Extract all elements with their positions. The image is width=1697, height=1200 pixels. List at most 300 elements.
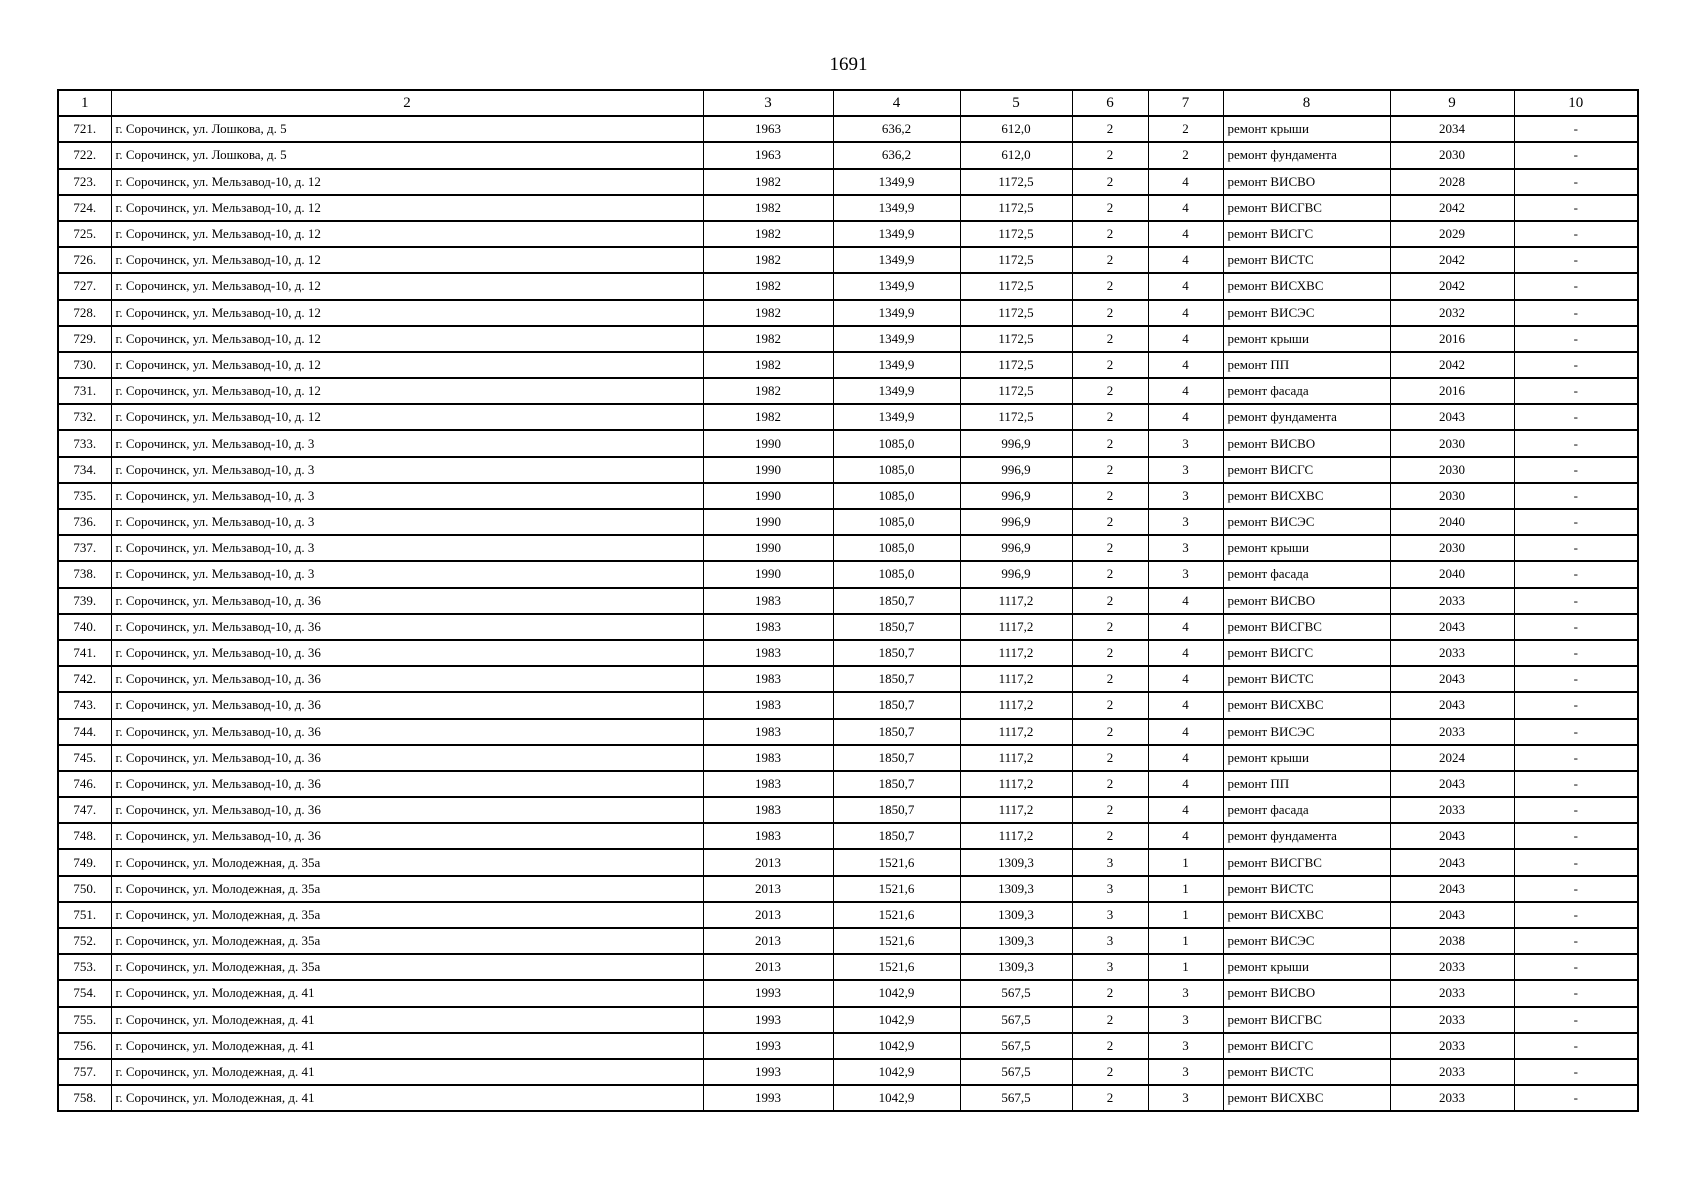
cell-entrances: 2: [1148, 116, 1223, 142]
cell-entrances: 4: [1148, 404, 1223, 430]
cell-row-number: 758.: [58, 1085, 111, 1111]
cell-floors: 2: [1072, 692, 1148, 718]
cell-entrances: 3: [1148, 561, 1223, 587]
cell-year-built: 2013: [703, 902, 833, 928]
column-header-8: 8: [1223, 90, 1390, 116]
cell-planned-year: 2033: [1390, 954, 1514, 980]
cell-row-number: 752.: [58, 928, 111, 954]
cell-planned-year: 2016: [1390, 326, 1514, 352]
cell-work-type: ремонт ПП: [1223, 771, 1390, 797]
cell-total-area: 1085,0: [833, 457, 960, 483]
cell-work-type: ремонт ВИСВО: [1223, 169, 1390, 195]
table-row: [58, 614, 1638, 640]
cell-row-number: 747.: [58, 797, 111, 823]
cell-entrances: 4: [1148, 247, 1223, 273]
cell-floors: 2: [1072, 771, 1148, 797]
cell-row-number: 735.: [58, 483, 111, 509]
cell-entrances: 4: [1148, 326, 1223, 352]
cell-total-area: 1349,9: [833, 352, 960, 378]
cell-work-type: ремонт ВИСГС: [1223, 1033, 1390, 1059]
cell-entrances: 4: [1148, 666, 1223, 692]
cell-row-number: 757.: [58, 1059, 111, 1085]
cell-entrances: 1: [1148, 902, 1223, 928]
cell-note: -: [1514, 745, 1638, 771]
table-row: [58, 535, 1638, 561]
cell-floors: 3: [1072, 954, 1148, 980]
cell-planned-year: 2033: [1390, 797, 1514, 823]
table-row: [58, 692, 1638, 718]
cell-planned-year: 2033: [1390, 719, 1514, 745]
registry-table: [57, 89, 1639, 1112]
cell-entrances: 4: [1148, 378, 1223, 404]
table-row: [58, 457, 1638, 483]
cell-living-area: 1172,5: [960, 221, 1072, 247]
cell-living-area: 1172,5: [960, 378, 1072, 404]
cell-row-number: 751.: [58, 902, 111, 928]
cell-floors: 2: [1072, 509, 1148, 535]
cell-entrances: 1: [1148, 849, 1223, 875]
cell-planned-year: 2043: [1390, 771, 1514, 797]
cell-work-type: ремонт ВИСЭС: [1223, 300, 1390, 326]
table-row: [58, 771, 1638, 797]
cell-row-number: 729.: [58, 326, 111, 352]
cell-year-built: 1993: [703, 980, 833, 1006]
column-header-1: 1: [58, 90, 111, 116]
cell-living-area: 567,5: [960, 1085, 1072, 1111]
column-header-9: 9: [1390, 90, 1514, 116]
cell-work-type: ремонт фундамента: [1223, 142, 1390, 168]
cell-total-area: 1850,7: [833, 745, 960, 771]
cell-total-area: 1085,0: [833, 483, 960, 509]
cell-total-area: 1085,0: [833, 561, 960, 587]
cell-living-area: 1117,2: [960, 588, 1072, 614]
cell-floors: 2: [1072, 300, 1148, 326]
cell-living-area: 1117,2: [960, 823, 1072, 849]
cell-work-type: ремонт ВИСЭС: [1223, 719, 1390, 745]
cell-address: г. Сорочинск, ул. Мельзавод-10, д. 3: [111, 509, 703, 535]
cell-row-number: 756.: [58, 1033, 111, 1059]
table-body: [58, 116, 1638, 1111]
cell-planned-year: 2033: [1390, 1085, 1514, 1111]
cell-year-built: 1983: [703, 823, 833, 849]
cell-total-area: 1850,7: [833, 719, 960, 745]
cell-entrances: 4: [1148, 273, 1223, 299]
table-row: [58, 902, 1638, 928]
cell-year-built: 1982: [703, 300, 833, 326]
cell-year-built: 2013: [703, 928, 833, 954]
cell-work-type: ремонт ПП: [1223, 352, 1390, 378]
cell-row-number: 750.: [58, 876, 111, 902]
cell-floors: 2: [1072, 404, 1148, 430]
cell-total-area: 1349,9: [833, 273, 960, 299]
table-row: [58, 142, 1638, 168]
cell-planned-year: 2040: [1390, 561, 1514, 587]
cell-living-area: 1172,5: [960, 404, 1072, 430]
cell-floors: 2: [1072, 666, 1148, 692]
table-row: [58, 300, 1638, 326]
column-header-3: 3: [703, 90, 833, 116]
cell-entrances: 3: [1148, 980, 1223, 1006]
cell-total-area: 1085,0: [833, 430, 960, 456]
cell-floors: 2: [1072, 1033, 1148, 1059]
cell-living-area: 1117,2: [960, 745, 1072, 771]
cell-living-area: 1172,5: [960, 326, 1072, 352]
cell-note: -: [1514, 928, 1638, 954]
cell-work-type: ремонт фасада: [1223, 561, 1390, 587]
cell-address: г. Сорочинск, ул. Мельзавод-10, д. 12: [111, 221, 703, 247]
cell-total-area: 1521,6: [833, 954, 960, 980]
column-header-2: 2: [111, 90, 703, 116]
cell-note: -: [1514, 1007, 1638, 1033]
cell-entrances: 4: [1148, 588, 1223, 614]
cell-row-number: 722.: [58, 142, 111, 168]
cell-entrances: 4: [1148, 300, 1223, 326]
cell-note: -: [1514, 561, 1638, 587]
cell-note: -: [1514, 509, 1638, 535]
cell-work-type: ремонт ВИСТС: [1223, 876, 1390, 902]
cell-floors: 2: [1072, 614, 1148, 640]
cell-entrances: 4: [1148, 771, 1223, 797]
page-number: 1691: [829, 54, 868, 75]
table-row: [58, 666, 1638, 692]
cell-work-type: ремонт ВИСЭС: [1223, 928, 1390, 954]
cell-planned-year: 2030: [1390, 430, 1514, 456]
cell-entrances: 3: [1148, 1033, 1223, 1059]
cell-year-built: 1963: [703, 142, 833, 168]
cell-work-type: ремонт фасада: [1223, 797, 1390, 823]
cell-planned-year: 2043: [1390, 902, 1514, 928]
column-header-10: 10: [1514, 90, 1638, 116]
cell-year-built: 1982: [703, 352, 833, 378]
cell-note: -: [1514, 404, 1638, 430]
cell-floors: 2: [1072, 169, 1148, 195]
cell-planned-year: 2030: [1390, 483, 1514, 509]
cell-total-area: 636,2: [833, 142, 960, 168]
cell-planned-year: 2043: [1390, 876, 1514, 902]
cell-address: г. Сорочинск, ул. Молодежная, д. 35а: [111, 928, 703, 954]
cell-total-area: 1349,9: [833, 326, 960, 352]
cell-row-number: 724.: [58, 195, 111, 221]
cell-planned-year: 2043: [1390, 404, 1514, 430]
cell-work-type: ремонт фундамента: [1223, 404, 1390, 430]
table-row: [58, 247, 1638, 273]
cell-floors: 2: [1072, 535, 1148, 561]
cell-living-area: 1172,5: [960, 169, 1072, 195]
cell-entrances: 3: [1148, 457, 1223, 483]
cell-year-built: 1990: [703, 561, 833, 587]
cell-address: г. Сорочинск, ул. Мельзавод-10, д. 12: [111, 326, 703, 352]
cell-note: -: [1514, 195, 1638, 221]
cell-year-built: 1982: [703, 326, 833, 352]
cell-work-type: ремонт ВИСГВС: [1223, 614, 1390, 640]
cell-planned-year: 2042: [1390, 273, 1514, 299]
cell-row-number: 730.: [58, 352, 111, 378]
header-row: [58, 90, 1638, 116]
cell-address: г. Сорочинск, ул. Молодежная, д. 35а: [111, 902, 703, 928]
cell-note: -: [1514, 640, 1638, 666]
cell-year-built: 1990: [703, 430, 833, 456]
table-row: [58, 980, 1638, 1006]
cell-row-number: 753.: [58, 954, 111, 980]
cell-total-area: 1349,9: [833, 195, 960, 221]
cell-entrances: 1: [1148, 954, 1223, 980]
cell-note: -: [1514, 876, 1638, 902]
cell-year-built: 2013: [703, 849, 833, 875]
cell-living-area: 1172,5: [960, 352, 1072, 378]
cell-total-area: 1349,9: [833, 169, 960, 195]
cell-row-number: 731.: [58, 378, 111, 404]
cell-address: г. Сорочинск, ул. Мельзавод-10, д. 36: [111, 797, 703, 823]
cell-address: г. Сорочинск, ул. Мельзавод-10, д. 12: [111, 169, 703, 195]
cell-total-area: 1349,9: [833, 300, 960, 326]
cell-total-area: 1349,9: [833, 247, 960, 273]
cell-work-type: ремонт ВИСВО: [1223, 980, 1390, 1006]
cell-year-built: 1993: [703, 1033, 833, 1059]
cell-planned-year: 2043: [1390, 666, 1514, 692]
cell-address: г. Сорочинск, ул. Мельзавод-10, д. 36: [111, 745, 703, 771]
cell-address: г. Сорочинск, ул. Мельзавод-10, д. 12: [111, 247, 703, 273]
cell-planned-year: 2042: [1390, 247, 1514, 273]
cell-floors: 2: [1072, 326, 1148, 352]
cell-floors: 2: [1072, 980, 1148, 1006]
cell-floors: 2: [1072, 797, 1148, 823]
cell-note: -: [1514, 823, 1638, 849]
cell-row-number: 734.: [58, 457, 111, 483]
table-row: [58, 849, 1638, 875]
table-row: [58, 588, 1638, 614]
cell-address: г. Сорочинск, ул. Мельзавод-10, д. 12: [111, 404, 703, 430]
column-header-5: 5: [960, 90, 1072, 116]
cell-total-area: 1042,9: [833, 1059, 960, 1085]
cell-living-area: 996,9: [960, 430, 1072, 456]
table-row: [58, 928, 1638, 954]
cell-row-number: 745.: [58, 745, 111, 771]
table-row: [58, 326, 1638, 352]
cell-note: -: [1514, 430, 1638, 456]
cell-work-type: ремонт ВИСВО: [1223, 588, 1390, 614]
cell-address: г. Сорочинск, ул. Молодежная, д. 35а: [111, 849, 703, 875]
cell-work-type: ремонт фасада: [1223, 378, 1390, 404]
cell-note: -: [1514, 692, 1638, 718]
table-row: [58, 430, 1638, 456]
cell-row-number: 741.: [58, 640, 111, 666]
cell-note: -: [1514, 666, 1638, 692]
cell-row-number: 732.: [58, 404, 111, 430]
cell-living-area: 567,5: [960, 1033, 1072, 1059]
cell-year-built: 1983: [703, 666, 833, 692]
cell-planned-year: 2043: [1390, 614, 1514, 640]
cell-note: -: [1514, 221, 1638, 247]
cell-floors: 2: [1072, 1085, 1148, 1111]
cell-year-built: 1963: [703, 116, 833, 142]
cell-total-area: 1042,9: [833, 1085, 960, 1111]
cell-living-area: 1172,5: [960, 273, 1072, 299]
cell-floors: 2: [1072, 1007, 1148, 1033]
cell-total-area: 1850,7: [833, 588, 960, 614]
cell-entrances: 4: [1148, 797, 1223, 823]
cell-total-area: 1042,9: [833, 1033, 960, 1059]
cell-planned-year: 2033: [1390, 980, 1514, 1006]
cell-year-built: 1982: [703, 273, 833, 299]
cell-total-area: 1521,6: [833, 849, 960, 875]
cell-living-area: 1117,2: [960, 719, 1072, 745]
cell-row-number: 737.: [58, 535, 111, 561]
cell-row-number: 733.: [58, 430, 111, 456]
cell-planned-year: 2030: [1390, 535, 1514, 561]
cell-planned-year: 2030: [1390, 142, 1514, 168]
cell-note: -: [1514, 771, 1638, 797]
cell-work-type: ремонт фундамента: [1223, 823, 1390, 849]
cell-year-built: 1990: [703, 457, 833, 483]
cell-year-built: 1983: [703, 797, 833, 823]
cell-work-type: ремонт ВИСХВС: [1223, 273, 1390, 299]
cell-note: -: [1514, 116, 1638, 142]
cell-planned-year: 2040: [1390, 509, 1514, 535]
cell-address: г. Сорочинск, ул. Молодежная, д. 35а: [111, 876, 703, 902]
cell-year-built: 1983: [703, 614, 833, 640]
cell-floors: 2: [1072, 719, 1148, 745]
cell-address: г. Сорочинск, ул. Молодежная, д. 41: [111, 1059, 703, 1085]
cell-address: г. Сорочинск, ул. Молодежная, д. 41: [111, 980, 703, 1006]
cell-living-area: 1117,2: [960, 640, 1072, 666]
cell-floors: 2: [1072, 457, 1148, 483]
table-row: [58, 640, 1638, 666]
cell-address: г. Сорочинск, ул. Мельзавод-10, д. 3: [111, 483, 703, 509]
cell-address: г. Сорочинск, ул. Мельзавод-10, д. 36: [111, 640, 703, 666]
cell-note: -: [1514, 797, 1638, 823]
cell-floors: 2: [1072, 745, 1148, 771]
cell-work-type: ремонт крыши: [1223, 326, 1390, 352]
cell-row-number: 755.: [58, 1007, 111, 1033]
cell-address: г. Сорочинск, ул. Мельзавод-10, д. 3: [111, 561, 703, 587]
cell-year-built: 1983: [703, 640, 833, 666]
cell-living-area: 996,9: [960, 457, 1072, 483]
cell-floors: 2: [1072, 1059, 1148, 1085]
cell-address: г. Сорочинск, ул. Лошкова, д. 5: [111, 116, 703, 142]
cell-living-area: 1309,3: [960, 954, 1072, 980]
cell-row-number: 721.: [58, 116, 111, 142]
cell-total-area: 1521,6: [833, 902, 960, 928]
cell-total-area: 1085,0: [833, 509, 960, 535]
cell-planned-year: 2043: [1390, 692, 1514, 718]
column-header-4: 4: [833, 90, 960, 116]
cell-living-area: 1172,5: [960, 247, 1072, 273]
cell-note: -: [1514, 247, 1638, 273]
cell-work-type: ремонт ВИСГВС: [1223, 195, 1390, 221]
cell-year-built: 1982: [703, 221, 833, 247]
cell-address: г. Сорочинск, ул. Молодежная, д. 41: [111, 1033, 703, 1059]
cell-total-area: 1850,7: [833, 771, 960, 797]
column-header-7: 7: [1148, 90, 1223, 116]
cell-note: -: [1514, 352, 1638, 378]
table-row: [58, 719, 1638, 745]
cell-floors: 2: [1072, 588, 1148, 614]
cell-work-type: ремонт ВИСХВС: [1223, 483, 1390, 509]
cell-work-type: ремонт ВИСГВС: [1223, 1007, 1390, 1033]
cell-living-area: 1309,3: [960, 902, 1072, 928]
cell-planned-year: 2028: [1390, 169, 1514, 195]
cell-floors: 2: [1072, 561, 1148, 587]
cell-total-area: 1085,0: [833, 535, 960, 561]
cell-total-area: 1850,7: [833, 614, 960, 640]
cell-year-built: 1990: [703, 483, 833, 509]
column-header-6: 6: [1072, 90, 1148, 116]
cell-note: -: [1514, 1085, 1638, 1111]
cell-note: -: [1514, 378, 1638, 404]
cell-row-number: 749.: [58, 849, 111, 875]
cell-planned-year: 2030: [1390, 457, 1514, 483]
table-row: [58, 876, 1638, 902]
cell-year-built: 1983: [703, 719, 833, 745]
cell-living-area: 567,5: [960, 1007, 1072, 1033]
cell-planned-year: 2043: [1390, 823, 1514, 849]
cell-year-built: 2013: [703, 954, 833, 980]
cell-planned-year: 2043: [1390, 849, 1514, 875]
cell-entrances: 4: [1148, 221, 1223, 247]
cell-note: -: [1514, 1033, 1638, 1059]
cell-living-area: 1309,3: [960, 849, 1072, 875]
cell-work-type: ремонт ВИСХВС: [1223, 692, 1390, 718]
cell-year-built: 1982: [703, 378, 833, 404]
cell-note: -: [1514, 326, 1638, 352]
cell-planned-year: 2029: [1390, 221, 1514, 247]
cell-living-area: 1117,2: [960, 666, 1072, 692]
cell-address: г. Сорочинск, ул. Мельзавод-10, д. 36: [111, 771, 703, 797]
table-row: [58, 797, 1638, 823]
cell-floors: 3: [1072, 928, 1148, 954]
cell-floors: 3: [1072, 849, 1148, 875]
cell-row-number: 744.: [58, 719, 111, 745]
cell-floors: 2: [1072, 116, 1148, 142]
cell-floors: 2: [1072, 221, 1148, 247]
cell-planned-year: 2033: [1390, 1007, 1514, 1033]
cell-floors: 2: [1072, 823, 1148, 849]
cell-address: г. Сорочинск, ул. Мельзавод-10, д. 3: [111, 457, 703, 483]
cell-entrances: 1: [1148, 876, 1223, 902]
cell-year-built: 1983: [703, 745, 833, 771]
cell-living-area: 567,5: [960, 1059, 1072, 1085]
cell-address: г. Сорочинск, ул. Мельзавод-10, д. 12: [111, 300, 703, 326]
cell-entrances: 4: [1148, 692, 1223, 718]
table-row: [58, 483, 1638, 509]
cell-living-area: 567,5: [960, 980, 1072, 1006]
table-row: [58, 404, 1638, 430]
cell-total-area: 1850,7: [833, 692, 960, 718]
cell-note: -: [1514, 483, 1638, 509]
cell-planned-year: 2024: [1390, 745, 1514, 771]
cell-note: -: [1514, 273, 1638, 299]
cell-note: -: [1514, 849, 1638, 875]
cell-entrances: 4: [1148, 614, 1223, 640]
cell-planned-year: 2038: [1390, 928, 1514, 954]
cell-entrances: 4: [1148, 169, 1223, 195]
cell-planned-year: 2033: [1390, 588, 1514, 614]
cell-work-type: ремонт ВИСВО: [1223, 430, 1390, 456]
cell-total-area: 1349,9: [833, 404, 960, 430]
cell-note: -: [1514, 457, 1638, 483]
cell-address: г. Сорочинск, ул. Мельзавод-10, д. 36: [111, 823, 703, 849]
cell-entrances: 4: [1148, 352, 1223, 378]
cell-row-number: 736.: [58, 509, 111, 535]
cell-note: -: [1514, 300, 1638, 326]
cell-row-number: 754.: [58, 980, 111, 1006]
cell-year-built: 1982: [703, 169, 833, 195]
cell-living-area: 1117,2: [960, 797, 1072, 823]
cell-entrances: 4: [1148, 823, 1223, 849]
cell-planned-year: 2033: [1390, 1033, 1514, 1059]
cell-year-built: 1993: [703, 1059, 833, 1085]
cell-entrances: 3: [1148, 483, 1223, 509]
